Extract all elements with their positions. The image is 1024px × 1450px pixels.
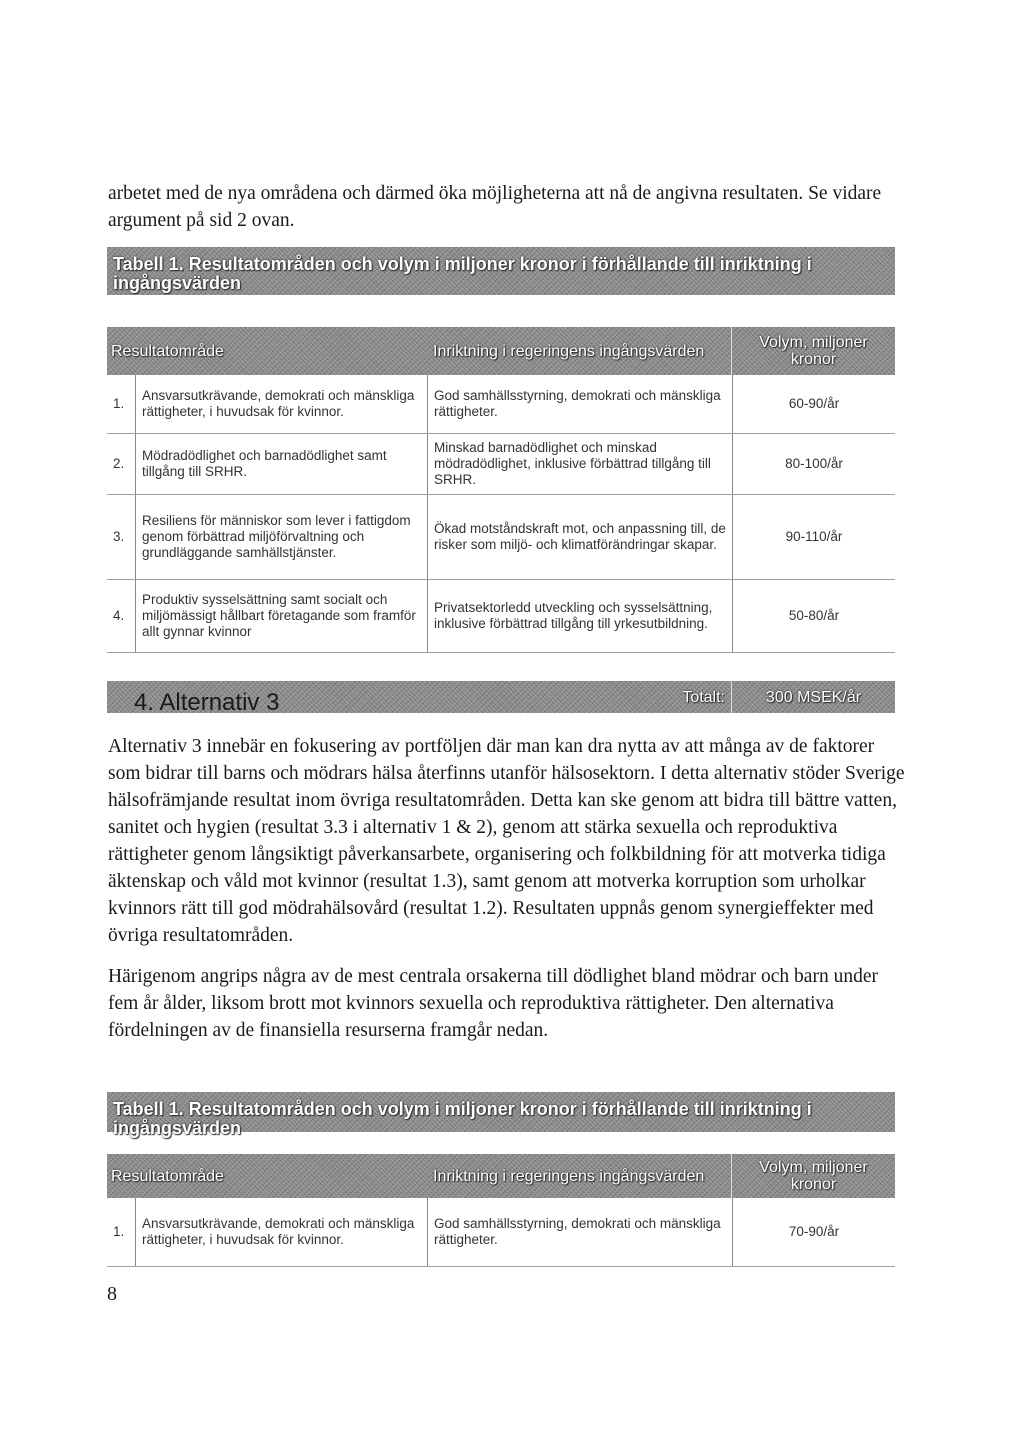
header-volume — [732, 1154, 895, 1198]
table-row — [107, 375, 895, 434]
table-caption: Tabell 1. Resultatområden och volym i miljoner kronor i förhållande till inriktning i ingångsvärden — [107, 1092, 895, 1132]
header-result-area: Resultatområde — [111, 342, 224, 360]
page-number: 8 — [107, 1283, 117, 1305]
table-row — [107, 1198, 895, 1267]
header-direction: Inriktning i regeringens ingångsvärden — [427, 1154, 732, 1198]
row-number: 4. — [113, 608, 125, 623]
table-caption: Tabell 1. Resultatområden och volym i miljoner kronor i förhållande till inriktning i ingångsvärden — [107, 247, 895, 295]
table-row — [107, 434, 895, 495]
row-number: 3. — [113, 529, 125, 544]
header-volume-line1: Volym, miljoner — [759, 1159, 868, 1176]
header-volume — [732, 327, 895, 375]
row-volume: 60-90/år — [732, 375, 895, 433]
row-direction: God samhällsstyrning, demokrati och mänskliga rättigheter. — [427, 375, 732, 433]
section-heading: 4. Alternativ 3 — [134, 689, 280, 716]
harigenom-paragraph: Härigenom angrips några av de mest centrala orsakerna till dödlighet bland mödrar och barn under fem år ålder, liksom brott mot kvinnors sexuella och reproduktiva rättigheter. Den alternativa fördelningen av de finansiella resurserna framgår nedan. — [108, 966, 878, 1041]
table-row — [107, 495, 895, 580]
alternative-3-paragraph: Alternativ 3 innebär en fokusering av portföljen där man kan dra nytta av att många av de faktorer som bidrar till barns och mödrars hälsa återfinns utanför hälsosektorn. I detta alternativ stöder Sverige hälsofrämjande resultat inom övriga resultatområden. Detta kan ske genom att bidra till bättre vatten, sanitet och hygien (resultat 3.3 i alternativ 1 & 2), genom att stärka sexuella och reproduktiva rättigheter genom långsiktigt påverkansarbete, organisering och folkbildning för att motverka tidiga äktenskap och våld mot kvinnor (resultat 1.3), samt genom att motverka korruption som urholkar kvinnors rätt till god mödrahälsovård (resultat 1.2). Resultaten uppnås genom synergieffekter med övriga resultatområden. — [108, 736, 905, 946]
row-volume: 70-90/år — [732, 1198, 895, 1266]
row-number: 2. — [113, 456, 125, 471]
row-direction: Privatsektorledd utveckling och sysselsättning, inklusive förbättrad tillgång till yrkesutbildning. — [427, 580, 732, 652]
header-result-area: Resultatområde — [111, 1167, 224, 1185]
row-number: 1. — [113, 396, 125, 411]
row-result-area: Resiliens för människor som lever i fattigdom genom förbättrad miljöförvaltning och grundläggande samhällstjänster. — [135, 495, 427, 579]
total-value: 300 MSEK/år — [765, 688, 862, 706]
row-direction: God samhällsstyrning, demokrati och mänskliga rättigheter. — [427, 1198, 732, 1266]
header-volume-line2: kronor — [790, 351, 837, 368]
row-result-area: Mödradödlighet och barnadödlighet samt tillgång till SRHR. — [135, 434, 427, 494]
row-volume: 90-110/år — [732, 495, 895, 579]
results-table-1 — [107, 247, 895, 713]
intro-paragraph: arbetet med de nya områdena och därmed öka möjligheterna att nå de angivna resultaten. Se vidare argument på sid 2 ovan. — [108, 183, 882, 231]
row-result-area: Ansvarsutkrävande, demokrati och mänskliga rättigheter, i huvudsak för kvinnor. — [135, 375, 427, 433]
row-volume: 80-100/år — [732, 434, 895, 494]
header-volume-line1: Volym, miljoner — [759, 334, 868, 351]
header-direction: Inriktning i regeringens ingångsvärden — [427, 327, 732, 375]
row-result-area: Produktiv sysselsättning samt socialt och miljömässigt hållbart företagande som framför allt gynnar kvinnor — [135, 580, 427, 652]
table-row — [107, 580, 895, 653]
total-label: Totalt: — [107, 681, 732, 713]
table-header-row — [107, 325, 895, 375]
table-header-row — [107, 1152, 895, 1198]
row-number: 1. — [113, 1224, 125, 1239]
header-volume-line2: kronor — [790, 1176, 837, 1193]
results-table-2 — [107, 1092, 895, 1267]
row-direction: Minskad barnadödlighet och minskad mödradödlighet, inklusive förbättrad tillgång till SRHR. — [427, 434, 732, 494]
row-direction: Ökad motståndskraft mot, och anpassning till, de risker som miljö- och klimatförändringar skapar. — [427, 495, 732, 579]
row-result-area: Ansvarsutkrävande, demokrati och mänskliga rättigheter, i huvudsak för kvinnor. — [135, 1198, 427, 1266]
row-volume: 50-80/år — [732, 580, 895, 652]
